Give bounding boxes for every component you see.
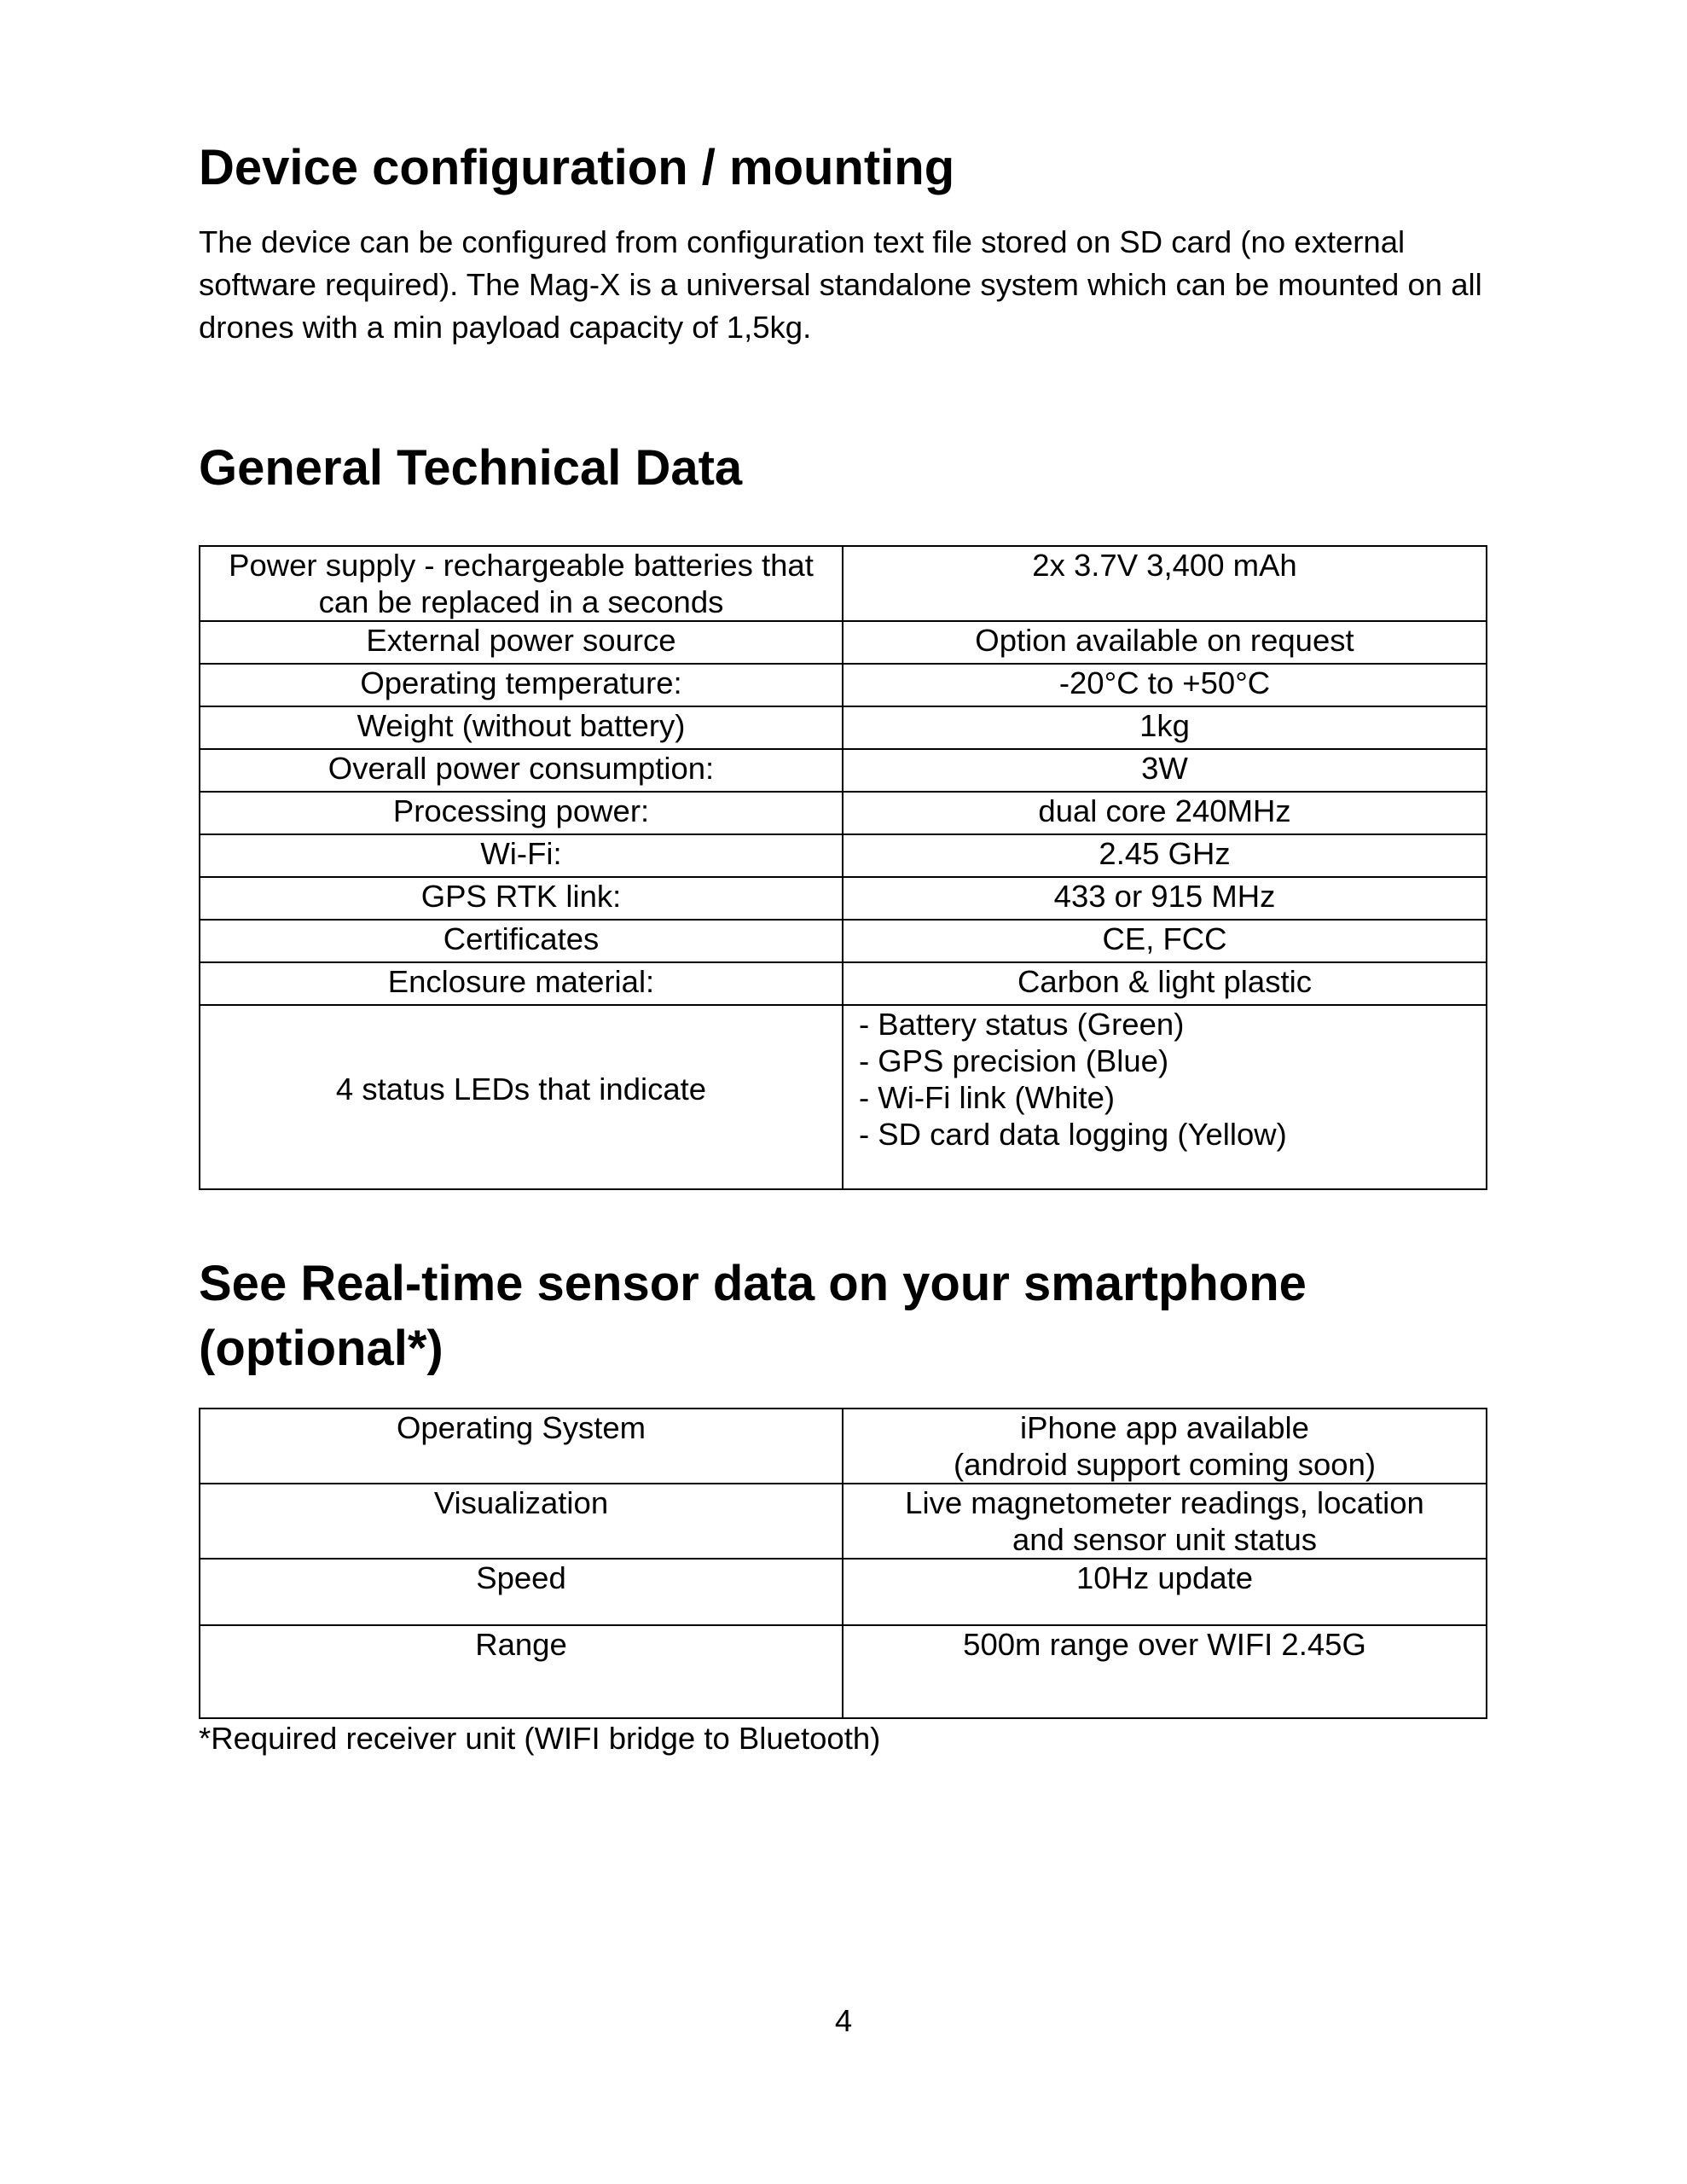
table-value-cell: CE, FCC (843, 920, 1487, 962)
table-label-cell: External power source (200, 621, 843, 664)
value-line: Live magnetometer readings, location (905, 1485, 1424, 1520)
value-line: iPhone app available (1020, 1410, 1309, 1445)
value-line: (android support coming soon) (953, 1447, 1377, 1482)
table-label-cell: GPS RTK link: (200, 877, 843, 920)
table-label-cell: Overall power consumption: (200, 749, 843, 792)
table-label-cell: Speed (200, 1559, 843, 1625)
table-label-cell: Weight (without battery) (200, 706, 843, 749)
table-value-cell: 500m range over WIFI 2.45G (843, 1625, 1487, 1718)
value-line: and sensor unit status (1012, 1522, 1318, 1557)
table-value-cell: Option available on request (843, 621, 1487, 664)
table-label-cell: Processing power: (200, 792, 843, 834)
table-value-cell (843, 1484, 1487, 1559)
table-row (200, 920, 1487, 962)
section-heading-smartphone-line2: (optional*) (199, 1321, 443, 1376)
table-label-cell: Certificates (200, 920, 843, 962)
table-value-cell: 10Hz update (843, 1559, 1487, 1625)
table-value-cell: 3W (843, 749, 1487, 792)
smartphone-table (199, 1408, 1487, 1719)
table-row-leds (200, 1005, 1487, 1189)
table-label-cell: Operating System (200, 1409, 843, 1484)
table-value-cell: 2x 3.7V 3,400 mAh (843, 546, 1487, 621)
table-value-cell: 2.45 GHz (843, 834, 1487, 877)
table-row (200, 792, 1487, 834)
table-label-cell: Enclosure material: (200, 962, 843, 1005)
table-row (200, 749, 1487, 792)
table-value-cell: 433 or 915 MHz (843, 877, 1487, 920)
table-row (200, 1409, 1487, 1484)
config-paragraph: The device can be configured from configuration text file stored on SD card (no external software required). The Mag-X is a universal standalone system which can be mounted on all drones with a min payload capacity of 1,5kg. (199, 224, 1482, 345)
table-row (200, 834, 1487, 877)
table-label-cell: Range (200, 1625, 843, 1718)
table-row (200, 1625, 1487, 1718)
section-heading-tech: General Technical Data (199, 440, 743, 496)
footnote: *Required receiver unit (WIFI bridge to Bluetooth) (199, 1721, 881, 1756)
table-value-cell: Carbon & light plastic (843, 962, 1487, 1005)
led-item-sd: - SD card data logging (Yellow) (859, 1117, 1287, 1152)
table-row (200, 621, 1487, 664)
led-list-cell (843, 1005, 1487, 1189)
table-label-cell: Wi-Fi: (200, 834, 843, 877)
table-row (200, 664, 1487, 706)
led-item-battery: - Battery status (Green) (859, 1007, 1185, 1042)
table-row (200, 962, 1487, 1005)
table-value-cell (843, 1409, 1487, 1484)
table-value-cell: dual core 240MHz (843, 792, 1487, 834)
table-value-cell: 1kg (843, 706, 1487, 749)
section-heading-smartphone-line1: See Real-time sensor data on your smartphone (199, 1256, 1307, 1311)
table-label-cell: Visualization (200, 1484, 843, 1559)
table-row (200, 546, 1487, 621)
table-row (200, 706, 1487, 749)
page-number: 4 (834, 2003, 853, 2038)
table-label-cell: 4 status LEDs that indicate (200, 1005, 843, 1189)
led-item-gps: - GPS precision (Blue) (859, 1043, 1169, 1078)
table-value-cell: -20°C to +50°C (843, 664, 1487, 706)
table-row (200, 1484, 1487, 1559)
table-row (200, 1559, 1487, 1625)
led-item-wifi: - Wi-Fi link (White) (859, 1080, 1116, 1115)
table-label-cell: Operating temperature: (200, 664, 843, 706)
section-heading-config: Device configuration / mounting (199, 140, 955, 195)
tech-data-table (199, 545, 1487, 1190)
table-row (200, 877, 1487, 920)
table-label-cell: Power supply - rechargeable batteries that can be replaced in a seconds (200, 546, 843, 621)
